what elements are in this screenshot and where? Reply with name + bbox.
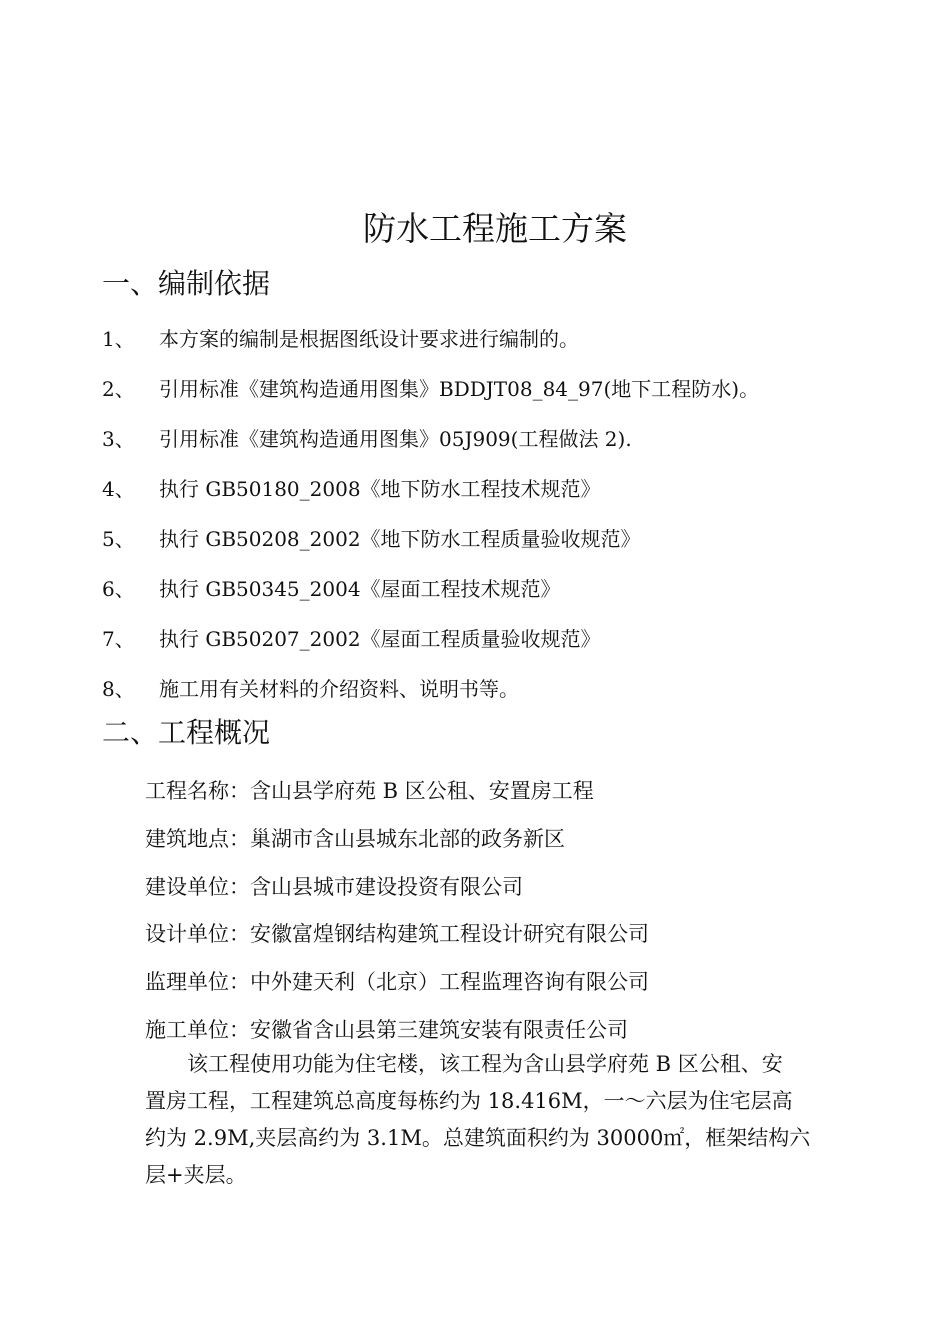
section-heading-overview: 二、工程概况 [102,716,271,749]
item-number: 4、 [102,477,135,501]
info-designer: 设计单位：安徽富煌钢结构建筑工程设计研究有限公司 [145,922,649,946]
info-contractor: 施工单位：安徽省含山县第三建筑安装有限责任公司 [145,1018,628,1042]
info-owner: 建设单位：含山县城市建设投资有限公司 [145,875,523,899]
page-title: 防水工程施工方案 [363,209,627,248]
item-number: 1、 [102,327,135,351]
info-project-name: 工程名称：含山县学府苑 B 区公租、安置房工程 [145,779,594,803]
item-text: 施工用有关材料的介绍资料、说明书等。 [159,677,519,701]
paragraph-line: 层+夹层。 [145,1163,247,1187]
item-text: 本方案的编制是根据图纸设计要求进行编制的。 [159,327,579,351]
item-text: 执行 GB50345_2004《屋面工程技术规范》 [159,577,561,601]
item-number: 8、 [102,677,135,701]
paragraph-line: 置房工程，工程建筑总高度每栋约为 18.416M，一～六层为住宅层高 [145,1089,793,1113]
info-location: 建筑地点：巢湖市含山县城东北部的政务新区 [145,827,565,851]
item-text: 执行 GB50180_2008《地下防水工程技术规范》 [159,477,601,501]
item-text: 引用标准《建筑构造通用图集》BDDJT08_84_97(地下工程防水)。 [159,377,760,401]
paragraph-line: 该工程使用功能为住宅楼，该工程为含山县学府苑 B 区公租、安 [187,1052,783,1076]
item-text: 引用标准《建筑构造通用图集》05J909(工程做法 2). [159,427,632,451]
item-number: 3、 [102,427,135,451]
paragraph-line: 约为 2.9M,夹层高约为 3.1M。总建筑面积约为 30000㎡，框架结构六 [145,1126,811,1150]
info-supervisor: 监理单位：中外建天利（北京）工程监理咨询有限公司 [145,970,649,994]
item-text: 执行 GB50208_2002《地下防水工程质量验收规范》 [159,527,641,551]
item-number: 6、 [102,577,135,601]
item-number: 2、 [102,377,135,401]
section-heading-basis: 一、编制依据 [102,267,271,300]
item-number: 5、 [102,527,135,551]
item-text: 执行 GB50207_2002《屋面工程质量验收规范》 [159,627,601,651]
item-number: 7、 [102,627,135,651]
overview-paragraph [145,1046,810,1194]
